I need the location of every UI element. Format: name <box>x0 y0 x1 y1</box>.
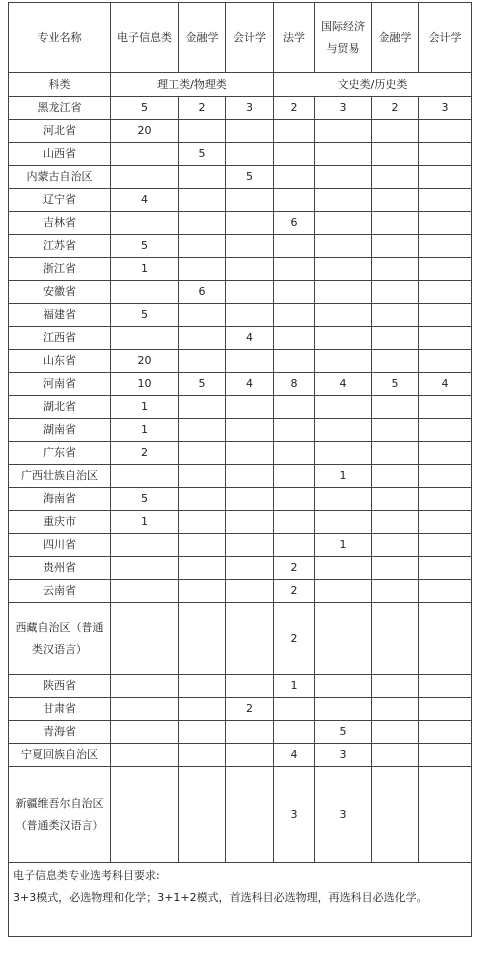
quota-table-container <box>8 2 472 937</box>
quota-cell <box>111 327 179 350</box>
quota-cell <box>372 442 419 465</box>
quota-cell: 6 <box>274 212 315 235</box>
header-accounting-science: 会计学 <box>226 3 274 73</box>
province-name: 广西壮族自治区 <box>9 465 111 488</box>
quota-cell: 3 <box>315 744 372 767</box>
table-row <box>9 442 472 465</box>
quota-cell <box>315 557 372 580</box>
quota-cell: 1 <box>111 258 179 281</box>
quota-cell <box>315 419 372 442</box>
quota-cell: 8 <box>274 373 315 396</box>
quota-cell <box>315 304 372 327</box>
quota-cell: 2 <box>111 442 179 465</box>
quota-cell <box>419 511 472 534</box>
quota-cell: 1 <box>111 419 179 442</box>
province-name: 青海省 <box>9 721 111 744</box>
quota-cell <box>419 767 472 863</box>
header-electronic-info: 电子信息类 <box>111 3 179 73</box>
quota-cell <box>419 304 472 327</box>
header-row <box>9 3 472 73</box>
quota-cell <box>372 189 419 212</box>
quota-cell <box>315 511 372 534</box>
quota-cell <box>274 120 315 143</box>
table-row <box>9 97 472 120</box>
quota-cell <box>372 534 419 557</box>
province-name: 四川省 <box>9 534 111 557</box>
quota-cell <box>419 396 472 419</box>
quota-cell: 1 <box>111 511 179 534</box>
quota-cell <box>274 350 315 373</box>
note-row <box>9 863 472 937</box>
table-row <box>9 304 472 327</box>
quota-cell <box>179 419 226 442</box>
quota-cell <box>226 557 274 580</box>
table-row <box>9 143 472 166</box>
quota-cell <box>179 212 226 235</box>
quota-cell: 4 <box>226 327 274 350</box>
quota-cell <box>179 721 226 744</box>
quota-cell <box>226 212 274 235</box>
header-accounting-arts: 会计学 <box>419 3 472 73</box>
quota-cell: 2 <box>372 97 419 120</box>
quota-cell <box>111 534 179 557</box>
quota-cell <box>372 350 419 373</box>
quota-cell <box>419 534 472 557</box>
quota-cell: 1 <box>111 396 179 419</box>
quota-cell: 5 <box>111 488 179 511</box>
header-finance-science: 金融学 <box>179 3 226 73</box>
quota-cell <box>372 465 419 488</box>
quota-cell <box>226 488 274 511</box>
quota-cell <box>111 143 179 166</box>
note-line-1: 电子信息类专业选考科目要求: <box>13 869 160 882</box>
province-name: 江苏省 <box>9 235 111 258</box>
quota-cell <box>226 281 274 304</box>
table-row <box>9 511 472 534</box>
table-row <box>9 212 472 235</box>
quota-cell: 4 <box>274 744 315 767</box>
quota-cell <box>372 767 419 863</box>
quota-cell <box>315 212 372 235</box>
quota-cell <box>315 580 372 603</box>
quota-cell <box>419 465 472 488</box>
quota-cell <box>179 580 226 603</box>
quota-cell <box>226 675 274 698</box>
quota-cell <box>372 488 419 511</box>
quota-cell <box>419 143 472 166</box>
quota-cell: 20 <box>111 120 179 143</box>
quota-cell <box>179 534 226 557</box>
province-name: 宁夏回族自治区 <box>9 744 111 767</box>
quota-cell <box>372 511 419 534</box>
quota-cell <box>274 258 315 281</box>
quota-cell <box>179 327 226 350</box>
quota-cell <box>274 465 315 488</box>
province-name: 广东省 <box>9 442 111 465</box>
quota-cell <box>372 721 419 744</box>
quota-cell <box>315 281 372 304</box>
quota-cell: 5 <box>179 373 226 396</box>
quota-cell: 2 <box>274 97 315 120</box>
quota-cell: 5 <box>111 97 179 120</box>
quota-cell <box>179 396 226 419</box>
quota-cell <box>274 698 315 721</box>
quota-cell <box>315 143 372 166</box>
quota-cell <box>226 442 274 465</box>
quota-cell <box>315 488 372 511</box>
quota-cell <box>226 396 274 419</box>
quota-cell <box>419 603 472 675</box>
quota-cell <box>179 350 226 373</box>
quota-cell <box>179 675 226 698</box>
quota-cell <box>111 744 179 767</box>
quota-cell <box>315 166 372 189</box>
quota-cell <box>419 557 472 580</box>
quota-cell <box>226 767 274 863</box>
province-name: 河北省 <box>9 120 111 143</box>
quota-cell <box>419 350 472 373</box>
table-row <box>9 189 472 212</box>
province-name: 安徽省 <box>9 281 111 304</box>
quota-cell <box>274 281 315 304</box>
province-name: 陕西省 <box>9 675 111 698</box>
quota-cell: 10 <box>111 373 179 396</box>
quota-cell: 6 <box>179 281 226 304</box>
quota-cell <box>179 698 226 721</box>
table-row <box>9 675 472 698</box>
quota-cell: 2 <box>274 557 315 580</box>
quota-cell <box>315 327 372 350</box>
quota-cell <box>274 488 315 511</box>
quota-cell <box>372 396 419 419</box>
province-name: 云南省 <box>9 580 111 603</box>
quota-cell: 1 <box>274 675 315 698</box>
quota-cell <box>111 767 179 863</box>
quota-cell <box>419 281 472 304</box>
table-row <box>9 350 472 373</box>
table-row <box>9 721 472 744</box>
quota-cell <box>372 327 419 350</box>
category-arts: 文史类/历史类 <box>274 73 472 97</box>
quota-cell <box>315 396 372 419</box>
quota-cell <box>372 120 419 143</box>
quota-cell <box>179 465 226 488</box>
quota-cell <box>372 675 419 698</box>
quota-cell <box>226 465 274 488</box>
province-name: 新疆维吾尔自治区（普通类汉语言） <box>9 767 111 863</box>
province-name: 吉林省 <box>9 212 111 235</box>
note-line-2: 3+3模式，必选物理和化学；3+1+2模式，首选科目必选物理，再选科目必选化学。 <box>13 891 428 904</box>
table-row <box>9 396 472 419</box>
province-name: 黑龙江省 <box>9 97 111 120</box>
header-intl-trade: 国际经济与贸易 <box>315 3 372 73</box>
quota-cell: 3 <box>274 767 315 863</box>
quota-cell <box>226 258 274 281</box>
quota-cell <box>419 189 472 212</box>
table-row <box>9 580 472 603</box>
quota-cell: 5 <box>111 304 179 327</box>
quota-cell <box>179 488 226 511</box>
table-row <box>9 258 472 281</box>
quota-cell: 3 <box>419 97 472 120</box>
quota-cell <box>226 143 274 166</box>
quota-cell: 5 <box>315 721 372 744</box>
province-name: 山东省 <box>9 350 111 373</box>
quota-cell <box>226 235 274 258</box>
quota-cell: 1 <box>315 534 372 557</box>
quota-cell <box>372 143 419 166</box>
table-row <box>9 419 472 442</box>
quota-cell: 2 <box>226 698 274 721</box>
quota-cell <box>372 580 419 603</box>
quota-cell <box>315 235 372 258</box>
quota-cell <box>315 442 372 465</box>
quota-cell <box>419 698 472 721</box>
quota-cell: 4 <box>111 189 179 212</box>
quota-cell <box>372 304 419 327</box>
province-name: 重庆市 <box>9 511 111 534</box>
quota-cell <box>226 304 274 327</box>
quota-cell: 3 <box>315 767 372 863</box>
table-row <box>9 744 472 767</box>
quota-cell <box>315 603 372 675</box>
province-name: 西藏自治区（普通类汉语言） <box>9 603 111 675</box>
quota-cell <box>419 327 472 350</box>
quota-cell <box>111 465 179 488</box>
header-major-name: 专业名称 <box>9 3 111 73</box>
quota-cell <box>226 189 274 212</box>
quota-cell <box>315 258 372 281</box>
quota-cell <box>315 350 372 373</box>
quota-cell <box>419 120 472 143</box>
quota-cell <box>419 721 472 744</box>
table-row <box>9 235 472 258</box>
quota-cell <box>274 189 315 212</box>
quota-cell <box>419 442 472 465</box>
table-row <box>9 534 472 557</box>
quota-cell <box>179 235 226 258</box>
header-finance-arts: 金融学 <box>372 3 419 73</box>
quota-cell <box>111 721 179 744</box>
province-name: 贵州省 <box>9 557 111 580</box>
quota-cell: 4 <box>315 373 372 396</box>
quota-cell <box>419 212 472 235</box>
quota-cell <box>179 120 226 143</box>
quota-cell <box>419 744 472 767</box>
quota-cell <box>274 143 315 166</box>
quota-cell <box>372 603 419 675</box>
quota-cell: 5 <box>226 166 274 189</box>
quota-cell <box>419 419 472 442</box>
table-row <box>9 698 472 721</box>
quota-cell <box>179 189 226 212</box>
quota-cell <box>372 744 419 767</box>
quota-cell <box>372 281 419 304</box>
category-row <box>9 73 472 97</box>
quota-cell <box>372 166 419 189</box>
province-name: 湖南省 <box>9 419 111 442</box>
quota-cell: 5 <box>372 373 419 396</box>
quota-cell <box>226 603 274 675</box>
quota-cell <box>419 258 472 281</box>
quota-cell <box>419 675 472 698</box>
quota-cell <box>111 557 179 580</box>
table-row <box>9 166 472 189</box>
quota-cell <box>372 419 419 442</box>
enrollment-plan-table <box>8 2 472 937</box>
quota-cell <box>315 120 372 143</box>
table-row <box>9 327 472 350</box>
table-row <box>9 488 472 511</box>
quota-cell <box>226 419 274 442</box>
quota-cell <box>179 166 226 189</box>
quota-cell <box>179 442 226 465</box>
quota-cell <box>179 557 226 580</box>
quota-cell <box>419 166 472 189</box>
quota-cell <box>419 235 472 258</box>
quota-cell: 3 <box>226 97 274 120</box>
province-name: 甘肃省 <box>9 698 111 721</box>
quota-cell <box>226 350 274 373</box>
province-name: 内蒙古自治区 <box>9 166 111 189</box>
quota-cell <box>372 258 419 281</box>
quota-cell <box>226 721 274 744</box>
category-label: 科类 <box>9 73 111 97</box>
quota-cell <box>111 580 179 603</box>
quota-cell <box>226 534 274 557</box>
table-row <box>9 120 472 143</box>
table-row <box>9 465 472 488</box>
province-name: 江西省 <box>9 327 111 350</box>
quota-cell <box>226 120 274 143</box>
quota-cell: 5 <box>179 143 226 166</box>
quota-cell <box>274 396 315 419</box>
table-row <box>9 373 472 396</box>
quota-cell <box>179 744 226 767</box>
table-row <box>9 603 472 675</box>
quota-cell: 1 <box>315 465 372 488</box>
quota-cell <box>274 166 315 189</box>
quota-cell: 2 <box>179 97 226 120</box>
table-row <box>9 767 472 863</box>
province-name: 辽宁省 <box>9 189 111 212</box>
quota-cell: 2 <box>274 580 315 603</box>
quota-cell <box>274 304 315 327</box>
quota-cell <box>179 258 226 281</box>
quota-cell <box>179 767 226 863</box>
category-science: 理工类/物理类 <box>111 73 274 97</box>
quota-cell <box>315 698 372 721</box>
quota-cell <box>315 189 372 212</box>
quota-cell <box>372 698 419 721</box>
quota-cell <box>419 488 472 511</box>
quota-cell <box>419 580 472 603</box>
quota-cell: 4 <box>419 373 472 396</box>
province-name: 海南省 <box>9 488 111 511</box>
province-name: 湖北省 <box>9 396 111 419</box>
quota-cell <box>226 744 274 767</box>
quota-cell <box>179 603 226 675</box>
quota-cell <box>111 675 179 698</box>
quota-cell <box>111 281 179 304</box>
quota-cell <box>274 327 315 350</box>
quota-cell <box>111 603 179 675</box>
table-row <box>9 557 472 580</box>
quota-cell <box>372 212 419 235</box>
quota-cell: 5 <box>111 235 179 258</box>
quota-cell <box>179 304 226 327</box>
quota-cell <box>226 580 274 603</box>
quota-cell: 4 <box>226 373 274 396</box>
quota-cell <box>274 235 315 258</box>
quota-cell <box>274 442 315 465</box>
quota-cell <box>226 511 274 534</box>
header-law: 法学 <box>274 3 315 73</box>
quota-cell <box>274 511 315 534</box>
table-row <box>9 281 472 304</box>
quota-cell <box>372 557 419 580</box>
quota-cell: 3 <box>315 97 372 120</box>
quota-cell <box>315 675 372 698</box>
province-name: 河南省 <box>9 373 111 396</box>
quota-cell <box>274 419 315 442</box>
quota-cell <box>179 511 226 534</box>
province-name: 山西省 <box>9 143 111 166</box>
quota-cell: 2 <box>274 603 315 675</box>
quota-cell <box>274 721 315 744</box>
quota-cell <box>111 166 179 189</box>
quota-cell <box>111 212 179 235</box>
quota-cell <box>372 235 419 258</box>
province-name: 浙江省 <box>9 258 111 281</box>
quota-cell <box>274 534 315 557</box>
province-name: 福建省 <box>9 304 111 327</box>
subject-requirement-note <box>9 863 472 937</box>
quota-cell <box>111 698 179 721</box>
quota-cell: 20 <box>111 350 179 373</box>
